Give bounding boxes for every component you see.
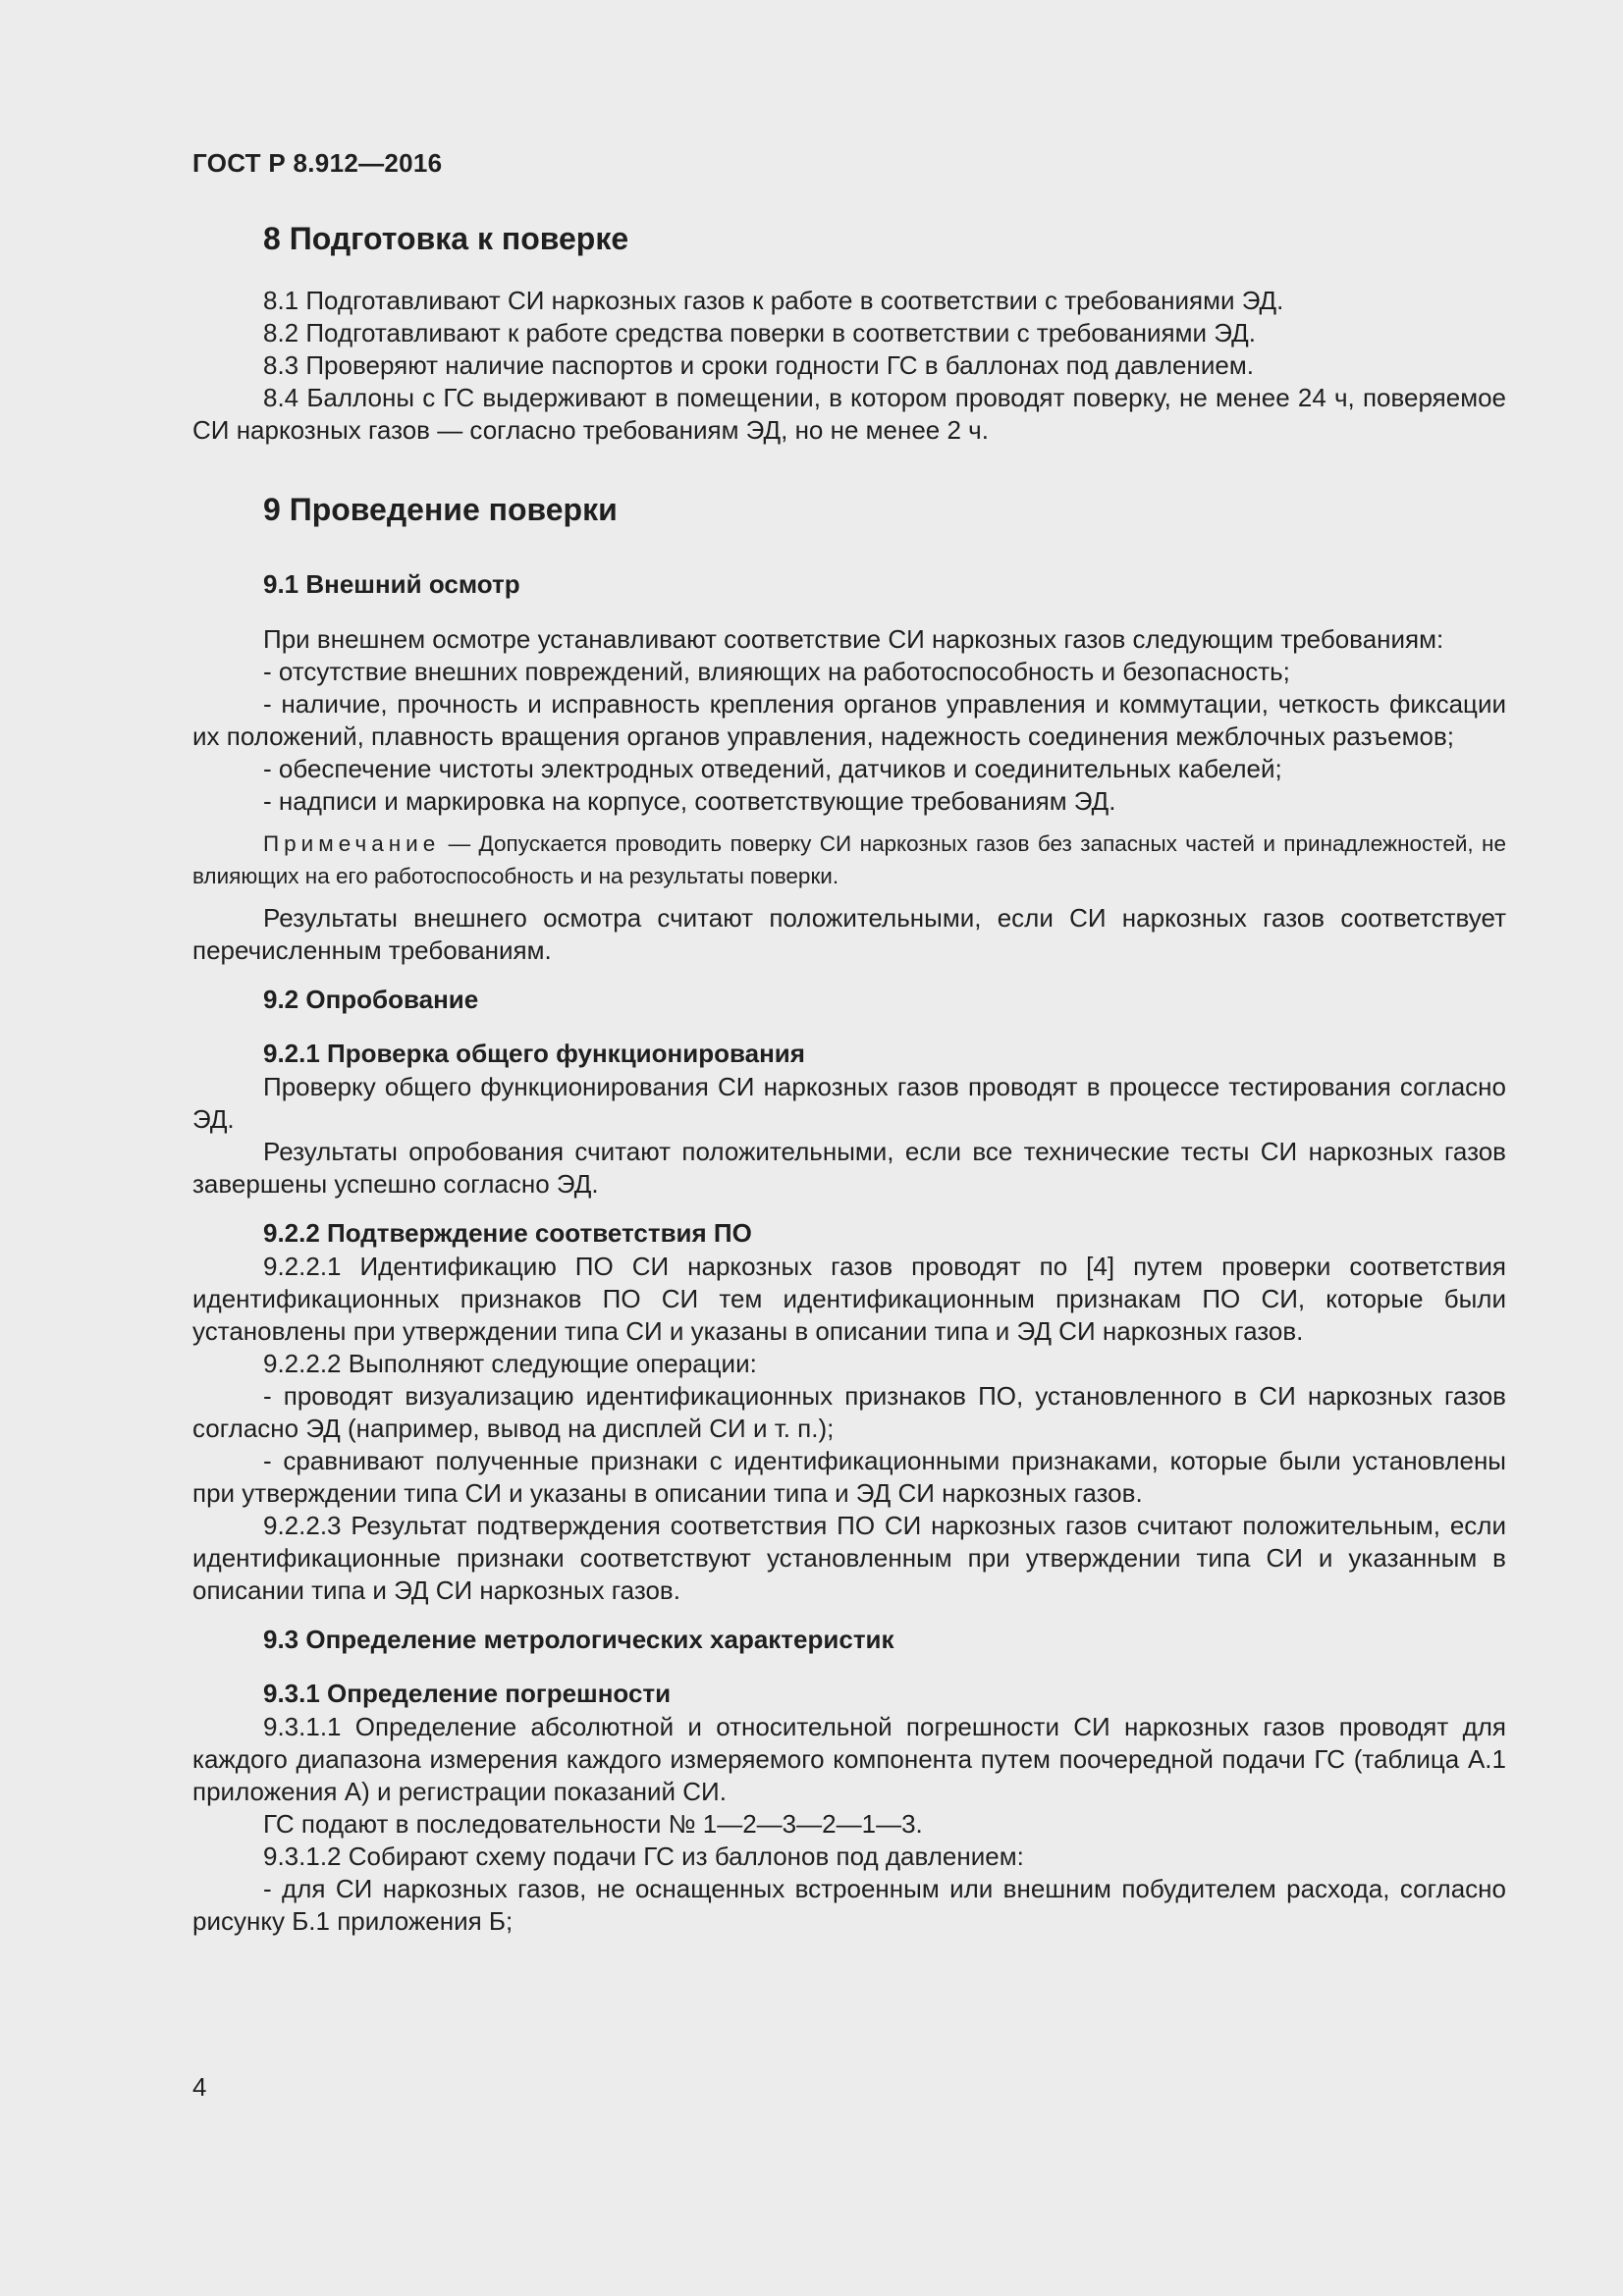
section-8-heading: [263, 221, 1506, 257]
list-item: - для СИ наркозных газов, не оснащенных встроенным или внешним побудителем расхода, согласно рисунку Б.1 приложения Б;: [192, 1874, 1506, 1936]
note-label: Примечание: [263, 831, 441, 856]
list-item: - сравнивают полученные признаки с идентификационными признаками, которые были установлены при утверждении типа СИ и указаны в описании типа и ЭД СИ наркозных газов.: [192, 1446, 1506, 1508]
paragraph-8-4: 8.4 Баллоны с ГС выдерживают в помещении, в котором проводят поверку, не менее 24 ч, поверяемое СИ наркозных газов — согласно требованиям ЭД, но не менее 2 ч.: [192, 383, 1506, 445]
list-item: - проводят визуализацию идентификационных признаков ПО, установленного в СИ наркозных газов согласно ЭД (например, вывод на дисплей СИ и т. п.);: [192, 1381, 1506, 1443]
paragraph-9-2-1-a: Проверку общего функционирования СИ наркозных газов проводят в процессе тестирования согласно ЭД.: [192, 1072, 1506, 1134]
paragraph-8-1: 8.1 Подготавливают СИ наркозных газов к работе в соответствии с требованиями ЭД.: [263, 286, 1284, 315]
list-item: - надписи и маркировка на корпусе, соответствующие требованиям ЭД.: [263, 786, 1116, 816]
section-9-1-heading: 9.1 Внешний осмотр: [263, 569, 520, 599]
section-9-2-heading: 9.2 Опробование: [263, 985, 479, 1014]
paragraph-9-2-2-3: 9.2.2.3 Результат подтверждения соответствия ПО СИ наркозных газов считают положительным, если идентификационные признаки соответствуют установленным при утверждении типа СИ и указанным в описании типа и ЭД СИ наркозных газов.: [192, 1511, 1506, 1605]
document-header: ГОСТ Р 8.912—2016: [192, 148, 443, 178]
paragraph-9-3-1-sequence: ГС подают в последовательности № 1—2—3—2—1—3.: [263, 1809, 923, 1839]
paragraph-9-1-result: Результаты внешнего осмотра считают положительными, если СИ наркозных газов соответствует перечисленным требованиям.: [192, 903, 1506, 965]
section-9-2-2-heading: 9.2.2 Подтверждение соответствия ПО: [263, 1218, 752, 1248]
paragraph-9-3-1-2: 9.3.1.2 Собирают схему подачи ГС из баллонов под давлением:: [263, 1842, 1024, 1871]
section-8-title: 8 Подготовка к поверке: [263, 221, 629, 256]
page-number: 4: [192, 2072, 207, 2102]
list-item: - обеспечение чистоты электродных отведений, датчиков и соединительных кабелей;: [263, 754, 1282, 783]
note-text: — Допускается проводить поверку СИ наркозных газов без запасных частей и принадлежностей, не влияющих на его работоспособность и на результаты поверки.: [192, 831, 1506, 888]
section-9-3-1-heading: 9.3.1 Определение погрешности: [263, 1679, 672, 1708]
paragraph-9-3-1-1: 9.3.1.1 Определение абсолютной и относительной погрешности СИ наркозных газов проводят для каждого диапазона измерения каждого измеряемого компонента путем поочередной подачи ГС (таблица А.1 приложения А) и регистрации показаний СИ.: [192, 1712, 1506, 1806]
section-9-3-heading: 9.3 Определение метрологических характеристик: [263, 1625, 894, 1654]
section-9-2-1-heading: 9.2.1 Проверка общего функционирования: [263, 1039, 805, 1068]
paragraph-9-2-1-b: Результаты опробования считают положительными, если все технические тесты СИ наркозных газов завершены успешно согласно ЭД.: [192, 1137, 1506, 1199]
paragraph-8-2: 8.2 Подготавливают к работе средства поверки в соответствии с требованиями ЭД.: [263, 318, 1256, 347]
paragraph-8-3: 8.3 Проверяют наличие паспортов и сроки годности ГС в баллонах под давлением.: [263, 350, 1254, 380]
note: [192, 828, 1506, 892]
paragraph-9-2-2-2: 9.2.2.2 Выполняют следующие операции:: [263, 1349, 757, 1378]
section-9-heading: 9 Проведение поверки: [263, 492, 618, 527]
list-item: - наличие, прочность и исправность крепления органов управления и коммутации, четкость фиксации их положений, плавность вращения органов управления, надежность соединения межблочных разъемов;: [192, 689, 1506, 751]
paragraph-9-2-2-1: 9.2.2.1 Идентификацию ПО СИ наркозных газов проводят по [4] путем проверки соответствия идентификационных признаков ПО СИ тем идентификационным признакам ПО СИ, которые были установлены при утверждении типа СИ и указаны в описании типа и ЭД СИ наркозных газов.: [192, 1252, 1506, 1346]
paragraph-9-1-intro: При внешнем осмотре устанавливают соответствие СИ наркозных газов следующим требованиям:: [263, 624, 1444, 654]
list-item: - отсутствие внешних повреждений, влияющих на работоспособность и безопасность;: [263, 657, 1290, 686]
page-content: [192, 221, 1506, 1938]
